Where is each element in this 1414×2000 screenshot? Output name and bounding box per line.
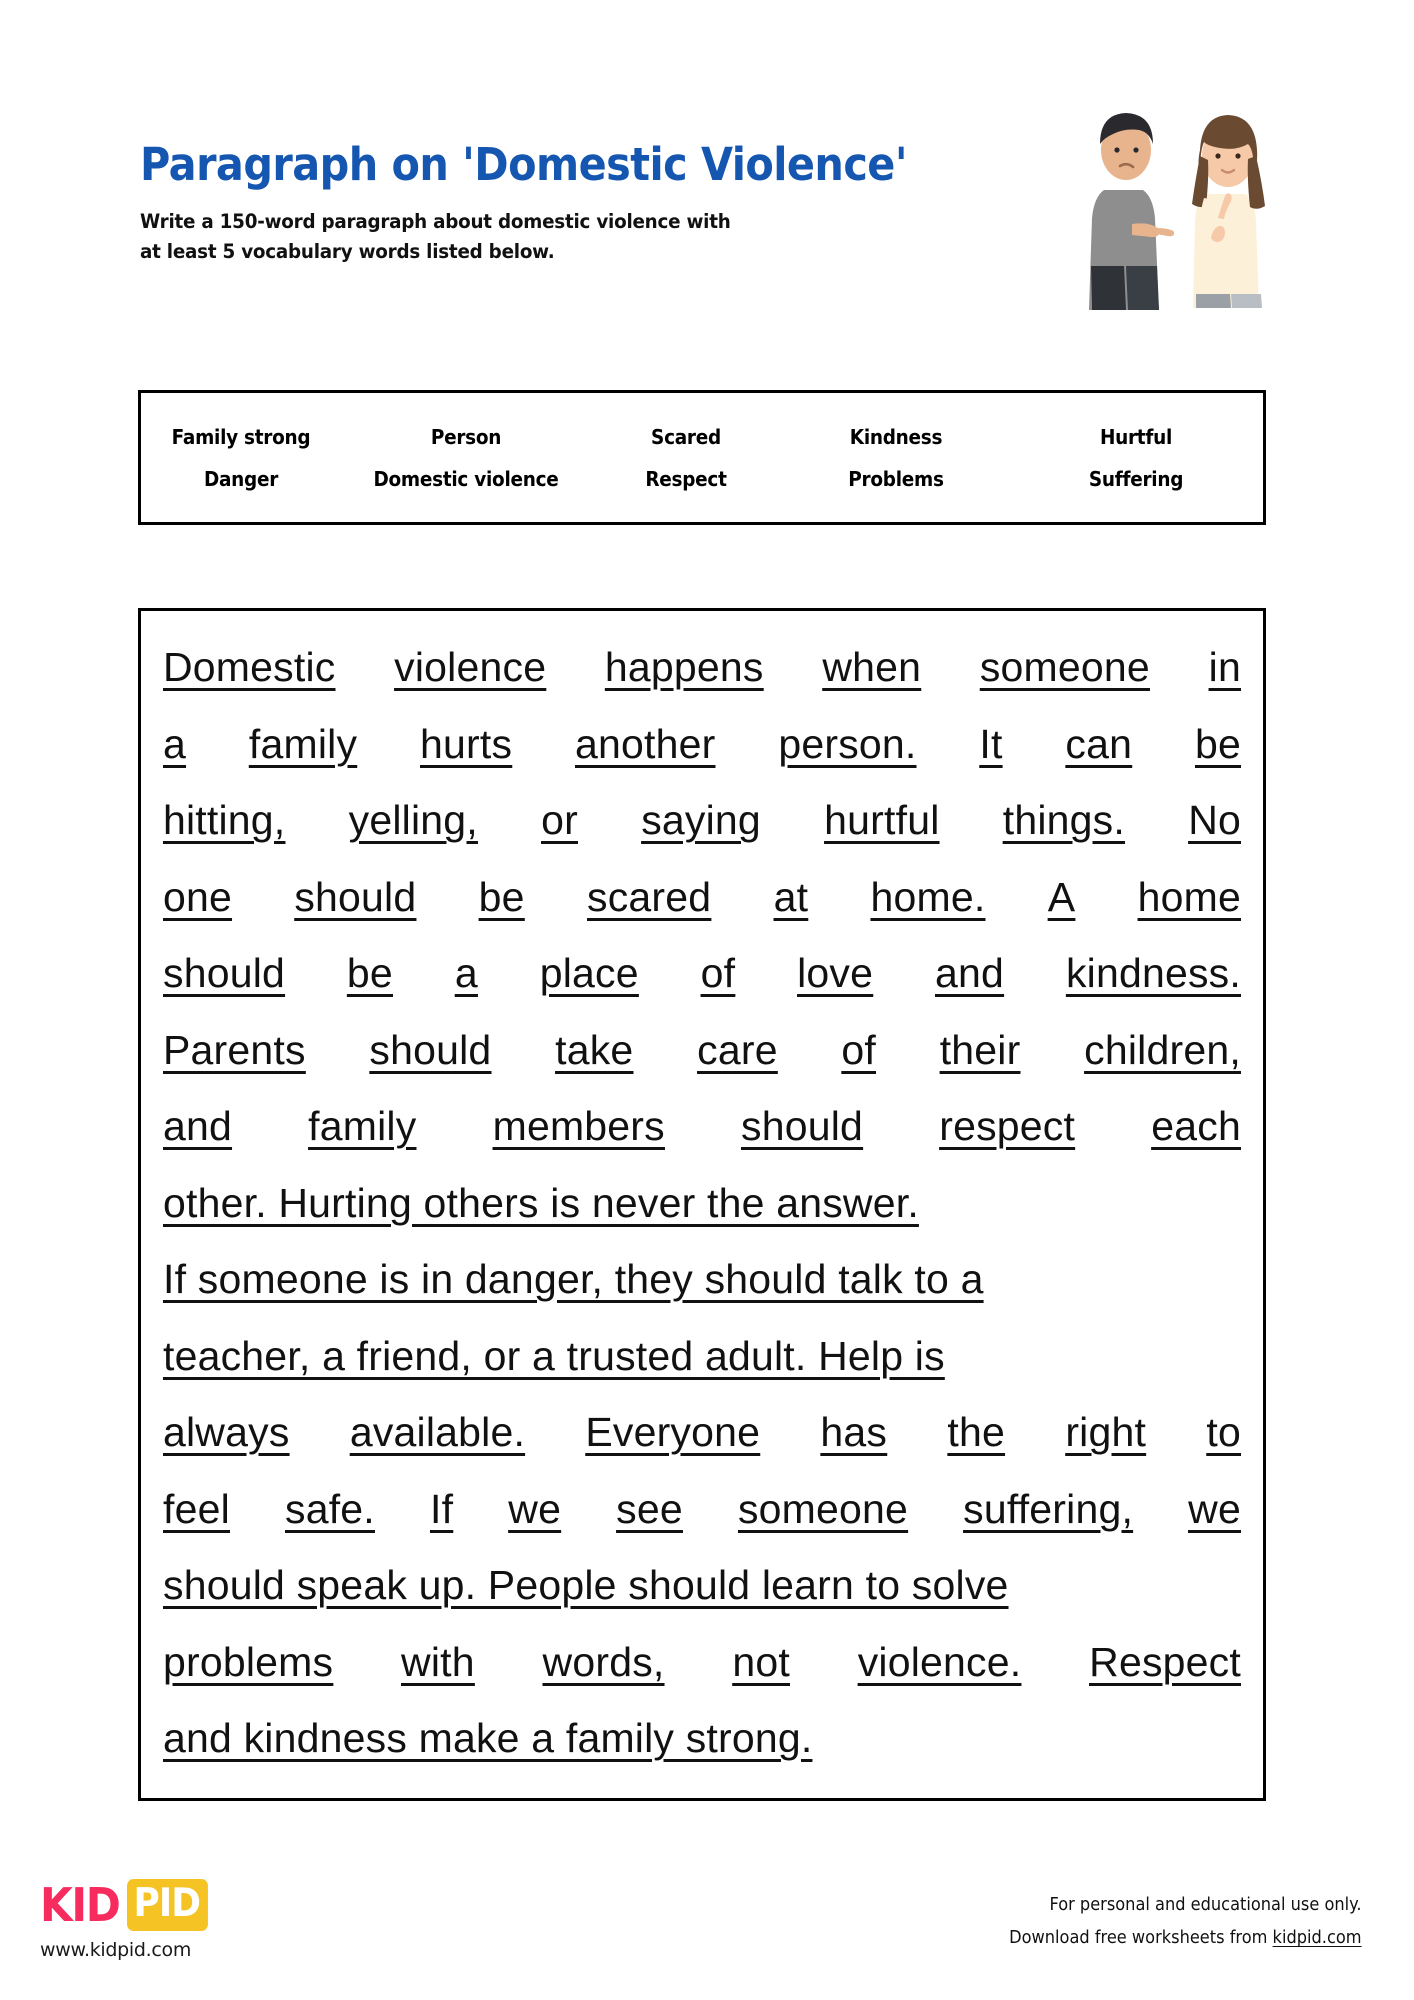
paragraph-word: when — [822, 644, 922, 690]
paragraph-word: someone — [737, 1485, 909, 1532]
paragraph-word: love — [797, 950, 874, 996]
paragraph-word: home — [1137, 873, 1241, 920]
paragraph-word: things. — [1002, 797, 1125, 843]
paragraph-word: their — [939, 1026, 1021, 1073]
footer-notice-line-2 — [1010, 1921, 1362, 1954]
paragraph-word: be — [478, 873, 525, 920]
paragraph-word: respect — [939, 1103, 1076, 1149]
paragraph-word: A — [1047, 873, 1076, 920]
paragraph-word: scared — [587, 873, 712, 920]
vocab-word: Domestic violence — [373, 466, 559, 491]
vocab-word: Danger — [203, 466, 279, 491]
paragraph-word: should — [369, 1026, 492, 1073]
paragraph-word: safe. — [285, 1485, 375, 1532]
answer-box[interactable] — [138, 608, 1266, 1801]
paragraph-line — [163, 1624, 1241, 1701]
paragraph-word: and — [935, 950, 1005, 996]
vocab-word: Respect — [645, 466, 727, 491]
paragraph-word: home. — [870, 873, 986, 920]
footer-notice — [1010, 1888, 1362, 1955]
paragraph-word: yelling, — [348, 797, 478, 843]
paragraph-word: It — [979, 720, 1003, 767]
paragraph-line: If someone is in danger, they should talk to a — [163, 1256, 984, 1302]
header — [140, 140, 1140, 267]
paragraph-word: problems — [163, 1638, 334, 1685]
paragraph-line — [163, 935, 1241, 1012]
paragraph-word: to — [1206, 1409, 1241, 1455]
paragraph-word: of — [700, 950, 736, 996]
paragraph-word: should — [294, 873, 417, 920]
paragraph-line — [163, 1394, 1241, 1471]
instructions-line-1: Write a 150-word paragraph about domestic violence with — [140, 210, 731, 234]
paragraph-line: and kindness make a family strong. — [163, 1715, 813, 1761]
paragraph-word: hurtful — [824, 797, 940, 843]
paragraph-word: place — [539, 950, 639, 996]
paragraph-word: of — [841, 1026, 876, 1073]
paragraph-word: Domestic — [163, 644, 336, 690]
paragraph-word: saying — [641, 797, 761, 843]
paragraph-word: hitting, — [163, 797, 286, 843]
paragraph-word: person. — [778, 720, 917, 767]
paragraph-word: be — [1194, 720, 1241, 767]
paragraph-word: in — [1208, 644, 1241, 690]
paragraph-word: No — [1188, 797, 1241, 843]
logo-website-url: www.kidpid.com — [40, 1939, 192, 1961]
paragraph-word: available. — [349, 1409, 526, 1455]
kidpid-link[interactable]: kidpid.com — [1273, 1927, 1362, 1949]
paragraph-line: should speak up. People should learn to solve — [163, 1562, 1009, 1608]
paragraph-line: other. Hurting others is never the answer. — [163, 1179, 919, 1226]
paragraph-line — [163, 1012, 1241, 1089]
paragraph-word: be — [346, 950, 393, 996]
vocab-word: Suffering — [1088, 466, 1184, 491]
paragraph-line — [163, 629, 1241, 706]
paragraph-line: teacher, a friend, or a trusted adult. Help is — [163, 1332, 945, 1379]
footer — [0, 1870, 1414, 2000]
paragraph-word: with — [401, 1638, 475, 1685]
paragraph-word: care — [697, 1026, 778, 1073]
instructions — [140, 207, 1080, 266]
vocab-word: Scared — [651, 424, 721, 449]
paragraph-word: words, — [542, 1638, 665, 1685]
paragraph-line — [163, 706, 1241, 783]
paragraph-word: feel — [163, 1485, 230, 1532]
paragraph-word: see — [616, 1485, 683, 1532]
paragraph-word: each — [1151, 1103, 1241, 1149]
handwritten-paragraph — [163, 629, 1241, 1777]
paragraph-word: a — [163, 720, 187, 767]
paragraph-word: Everyone — [585, 1409, 761, 1455]
paragraph-word: we — [508, 1485, 562, 1532]
paragraph-word: a — [454, 950, 478, 996]
paragraph-line — [163, 1088, 1241, 1165]
paragraph-word: family — [308, 1103, 417, 1149]
paragraph-word: one — [163, 873, 233, 920]
vocab-word: Hurtful — [1099, 424, 1173, 449]
paragraph-word: hurts — [420, 720, 513, 767]
paragraph-word: right — [1065, 1409, 1147, 1455]
paragraph-word: always — [163, 1409, 290, 1455]
instructions-line-2: at least 5 vocabulary words listed below. — [140, 240, 555, 264]
footer-notice-prefix: Download free worksheets from — [1009, 1927, 1274, 1949]
paragraph-line — [163, 1471, 1241, 1548]
paragraph-word: violence — [394, 644, 547, 690]
paragraph-word: at — [773, 873, 809, 920]
vocab-row-2 — [141, 467, 1263, 491]
vocab-word: Family strong — [171, 424, 311, 449]
paragraph-word: not — [732, 1638, 790, 1685]
kidpid-logo[interactable] — [40, 1878, 216, 1961]
paragraph-word: should — [741, 1103, 864, 1149]
logo-kid-text: KID — [40, 1878, 120, 1932]
vocabulary-word-bank — [138, 390, 1266, 525]
paragraph-line — [163, 859, 1241, 936]
paragraph-word: children, — [1084, 1026, 1241, 1073]
paragraph-word: the — [947, 1409, 1006, 1455]
vocab-word: Person — [430, 424, 502, 449]
paragraph-word: members — [492, 1103, 665, 1149]
paragraph-word: take — [555, 1026, 634, 1073]
vocab-word: Problems — [848, 466, 944, 491]
paragraph-word: suffering, — [963, 1485, 1134, 1532]
paragraph-word: someone — [979, 644, 1150, 690]
logo-pid-badge: PID — [127, 1879, 208, 1931]
paragraph-word: or — [541, 797, 578, 843]
paragraph-word: we — [1188, 1485, 1241, 1532]
page-title: Paragraph on 'Domestic Violence' — [140, 138, 907, 191]
paragraph-word: kindness. — [1065, 950, 1241, 996]
paragraph-word: can — [1065, 720, 1133, 767]
vocab-row-1 — [141, 425, 1263, 449]
man-figure — [1089, 113, 1174, 310]
paragraph-word: and — [163, 1103, 233, 1149]
paragraph-word: happens — [604, 644, 764, 690]
couple-arguing-illustration — [1076, 98, 1296, 310]
paragraph-word: has — [820, 1409, 888, 1455]
paragraph-word: should — [163, 950, 286, 996]
paragraph-word: If — [429, 1485, 454, 1532]
woman-figure — [1192, 115, 1265, 308]
vocab-word: Kindness — [849, 424, 943, 449]
logo-mark — [40, 1878, 216, 1932]
paragraph-word: another — [575, 720, 716, 767]
paragraph-word: Respect — [1089, 1638, 1241, 1685]
paragraph-line — [163, 782, 1241, 859]
paragraph-word: Parents — [163, 1026, 306, 1073]
paragraph-word: violence. — [857, 1638, 1022, 1685]
footer-notice-line-1: For personal and educational use only. — [1049, 1894, 1362, 1915]
paragraph-word: family — [248, 720, 358, 767]
